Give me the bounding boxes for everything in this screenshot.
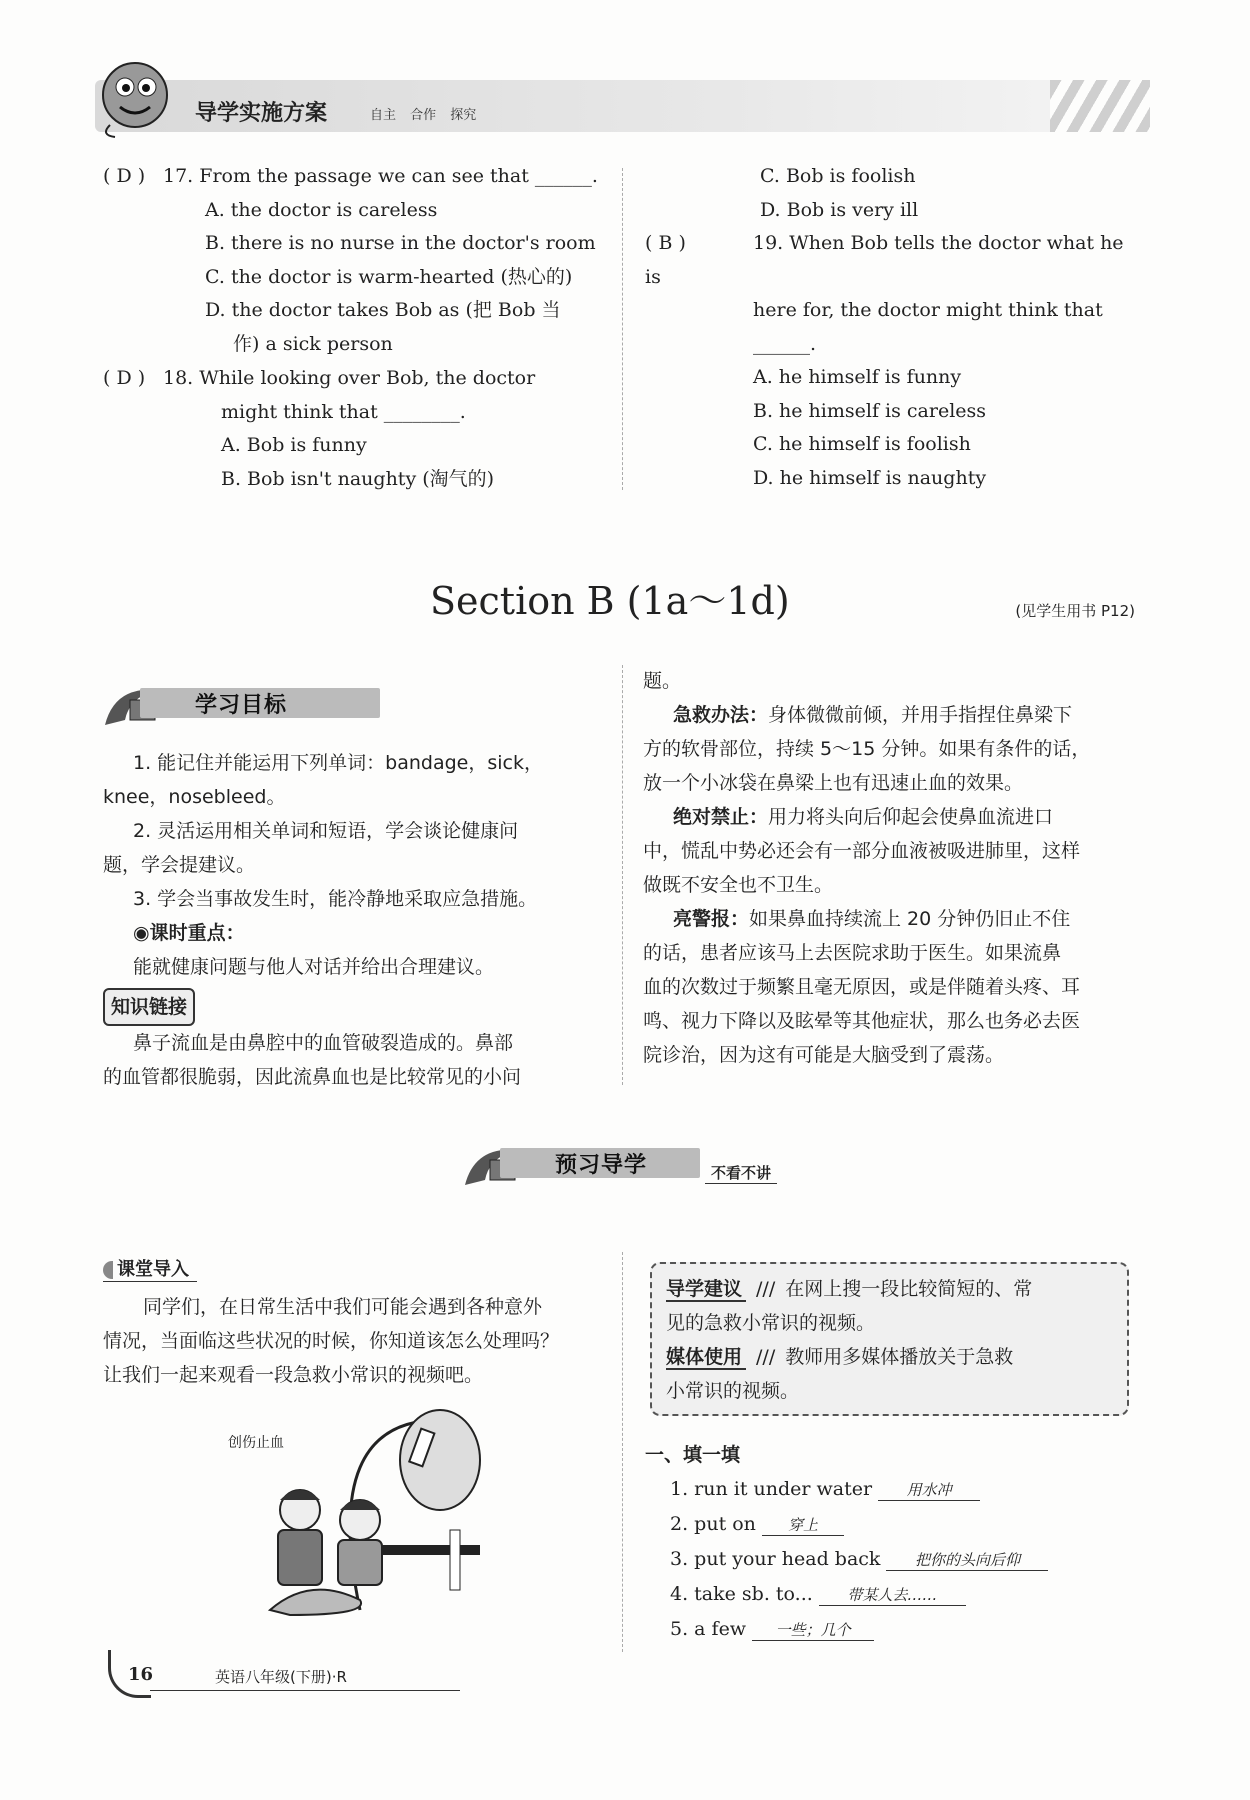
option-18d: D. Bob is very ill [760, 198, 919, 221]
forbidden-text-1: 用力将头向后仰起会使鼻血流进口 [768, 806, 1054, 828]
section-reference: (见学生用书 P12) [1015, 602, 1135, 620]
stem-19: 19. When Bob tells the doctor what he is [645, 232, 1124, 288]
fill-q-2: 2. put on [670, 1513, 756, 1535]
fill-q-4: 4. take sb. to... [670, 1583, 813, 1605]
first-aid-text [643, 664, 1143, 1072]
option-17d-cont: 作) a sick person [233, 332, 393, 355]
first-aid-cont: 题。 [643, 670, 682, 692]
goal-2-cont: 题，学会提建议。 [103, 854, 256, 876]
guide-box [650, 1262, 1129, 1416]
goal-1-cont: knee，nosebleed。 [103, 786, 286, 808]
intro-text [103, 1290, 608, 1392]
option-18a: A. Bob is funny [221, 434, 367, 456]
preview-banner-text: 预习导学 [555, 1153, 648, 1178]
page-number: 16 [128, 1664, 154, 1685]
fill-q-5: 5. a few [670, 1618, 747, 1640]
method-text-2: 方的软骨部位，持续 5～15 分钟。如果有条件的话， [643, 738, 1091, 760]
intro-label-text: 课堂导入 [117, 1259, 189, 1280]
fill-a-3: 把你的头向后仰 [886, 1549, 1048, 1571]
fill-item-4 [670, 1583, 966, 1606]
fill-a-1: 用水冲 [878, 1479, 980, 1501]
illustration-caption: 创伤止血 [228, 1435, 284, 1451]
alert-text-5: 院诊治，因为这有可能是大脑受到了震荡。 [643, 1044, 1005, 1066]
goal-3: 3. 学会当事故发生时，能冷静地采取应急措施。 [133, 888, 538, 910]
goals-list [103, 746, 603, 1094]
method-text-3: 放一个小冰袋在鼻梁上也有迅速止血的效果。 [643, 772, 1024, 794]
alert-text-2: 的话，患者应该马上去医院求助于医生。如果流鼻 [643, 942, 1062, 964]
forbidden-text-2: 中，慌乱中势必还会有一部分血液被吸进肺里，这样 [643, 840, 1081, 862]
option-17d: D. the doctor takes Bob as (把 Bob 当 [205, 299, 561, 321]
option-19a: A. he himself is funny [753, 366, 962, 388]
intro-line-2: 情况，当面临这些状况的时候，你知道该怎么处理吗？ [103, 1330, 560, 1352]
stem-19-line2: here for, the doctor might think that [753, 299, 1103, 321]
stem-18-cont: might think that ________. [221, 400, 466, 423]
fill-q-3: 3. put your head back [670, 1548, 881, 1570]
method-text-1: 身体微微前倾，并用手指捏住鼻梁下 [768, 704, 1073, 726]
focus-text: 能就健康问题与他人对话并给出合理建议。 [133, 956, 495, 978]
alert-text-1: 如果鼻血持续流上 20 分钟仍旧止不住 [749, 908, 1071, 930]
footer-text: 英语八年级(下册)·R [215, 1668, 347, 1686]
column-divider-2 [622, 665, 623, 1085]
fill-q-1: 1. run it under water [670, 1478, 873, 1500]
forbidden-text-3: 做既不安全也不卫生。 [643, 874, 834, 896]
fill-item-5 [670, 1618, 874, 1641]
media-text-1: 教师用多媒体播放关于急救 [785, 1346, 1014, 1368]
option-17b: B. there is no nurse in the doctor's room [205, 232, 596, 254]
guide-text-1b: 见的急救小常识的视频。 [666, 1312, 876, 1334]
answer-17: ( D ) [103, 165, 146, 187]
fill-a-5: 一些；几个 [752, 1619, 874, 1641]
section-title: Section B (1a～1d) [430, 579, 790, 623]
focus-label: ◉课时重点： [133, 922, 245, 944]
goal-2: 2. 灵活运用相关单词和短语，学会谈论健康问 [133, 820, 519, 842]
first-aid-illustration [250, 1400, 490, 1620]
option-19c: C. he himself is foolish [753, 433, 971, 455]
option-18b: B. Bob isn't naughty (淘气的) [221, 467, 495, 490]
knowledge-link-tag: 知识链接 [103, 988, 195, 1026]
option-18c: C. Bob is foolish [760, 165, 916, 187]
media-text-1b: 小常识的视频。 [666, 1380, 800, 1402]
question-18 [103, 362, 603, 496]
header-stripes [1050, 80, 1150, 132]
goal-1: 1. 能记住并能运用下列单词：bandage，sick， [133, 752, 543, 774]
column-divider [622, 168, 623, 490]
alert-label: 亮警报： [673, 908, 750, 930]
stem-17: 17. From the passage we can see that ______. [163, 165, 598, 187]
guide-content: 导学建议 /// 在网上搜一段比较简短的、常 见的急救小常识的视频。 媒体使用 /// 教师用多媒体播放关于急救 小常识的视频。 [652, 1264, 1127, 1416]
preview-note: 不看不讲 [705, 1162, 777, 1184]
guide-label: 导学建议 [666, 1278, 746, 1302]
fill-a-4: 带某人去…… [819, 1584, 966, 1606]
intro-line-3: 让我们一起来观看一段急救小常识的视频吧。 [103, 1364, 484, 1386]
answer-19: ( B ) [645, 232, 686, 254]
option-17c: C. the doctor is warm-hearted (热心的) [205, 265, 573, 288]
answer-18: ( D ) [103, 367, 146, 389]
goals-banner-text: 学习目标 [195, 693, 288, 718]
link-text-2: 的血管都很脆弱，因此流鼻血也是比较常见的小问 [103, 1066, 522, 1088]
stem-19-line3: ______. [753, 332, 817, 355]
method-label: 急救办法： [673, 704, 769, 726]
intro-label-icon [103, 1261, 113, 1279]
alert-text-4: 鸣、视力下降以及眩晕等其他症状，那么也务必去医 [643, 1010, 1081, 1032]
header-subtitle: 自主 合作 探究 [370, 108, 477, 123]
alert-text-3: 血的次数过于频繁且毫无原因，或是伴随着头疼、耳 [643, 976, 1081, 998]
media-label: 媒体使用 [666, 1346, 746, 1370]
option-17a: A. the doctor is careless [205, 198, 438, 221]
footer-line [150, 1690, 460, 1691]
fill-heading: 一、填一填 [645, 1444, 741, 1466]
forbidden-label: 绝对禁止： [673, 806, 769, 828]
question-17 [103, 160, 603, 361]
fill-a-2: 穿上 [762, 1514, 844, 1536]
goals-banner [100, 680, 380, 722]
question-18-right [645, 160, 1145, 495]
guide-text-1: 在网上搜一段比较简短的、常 [785, 1278, 1033, 1300]
option-19d: D. he himself is naughty [753, 466, 987, 489]
link-text-1: 鼻子流血是由鼻腔中的血管破裂造成的。鼻部 [133, 1032, 514, 1054]
header-title: 导学实施方案 [195, 101, 328, 126]
intro-line-1: 同学们，在日常生活中我们可能会遇到各种意外 [143, 1296, 543, 1318]
intro-label [103, 1255, 197, 1282]
stem-18: 18. While looking over Bob, the doctor [163, 367, 536, 389]
fill-item-2 [670, 1513, 844, 1536]
column-divider-3 [622, 1252, 623, 1652]
mascot-icon [90, 55, 180, 140]
preview-banner [460, 1140, 800, 1182]
fill-item-1 [670, 1478, 980, 1501]
option-19b: B. he himself is careless [753, 399, 987, 422]
fill-item-3 [670, 1548, 1048, 1571]
